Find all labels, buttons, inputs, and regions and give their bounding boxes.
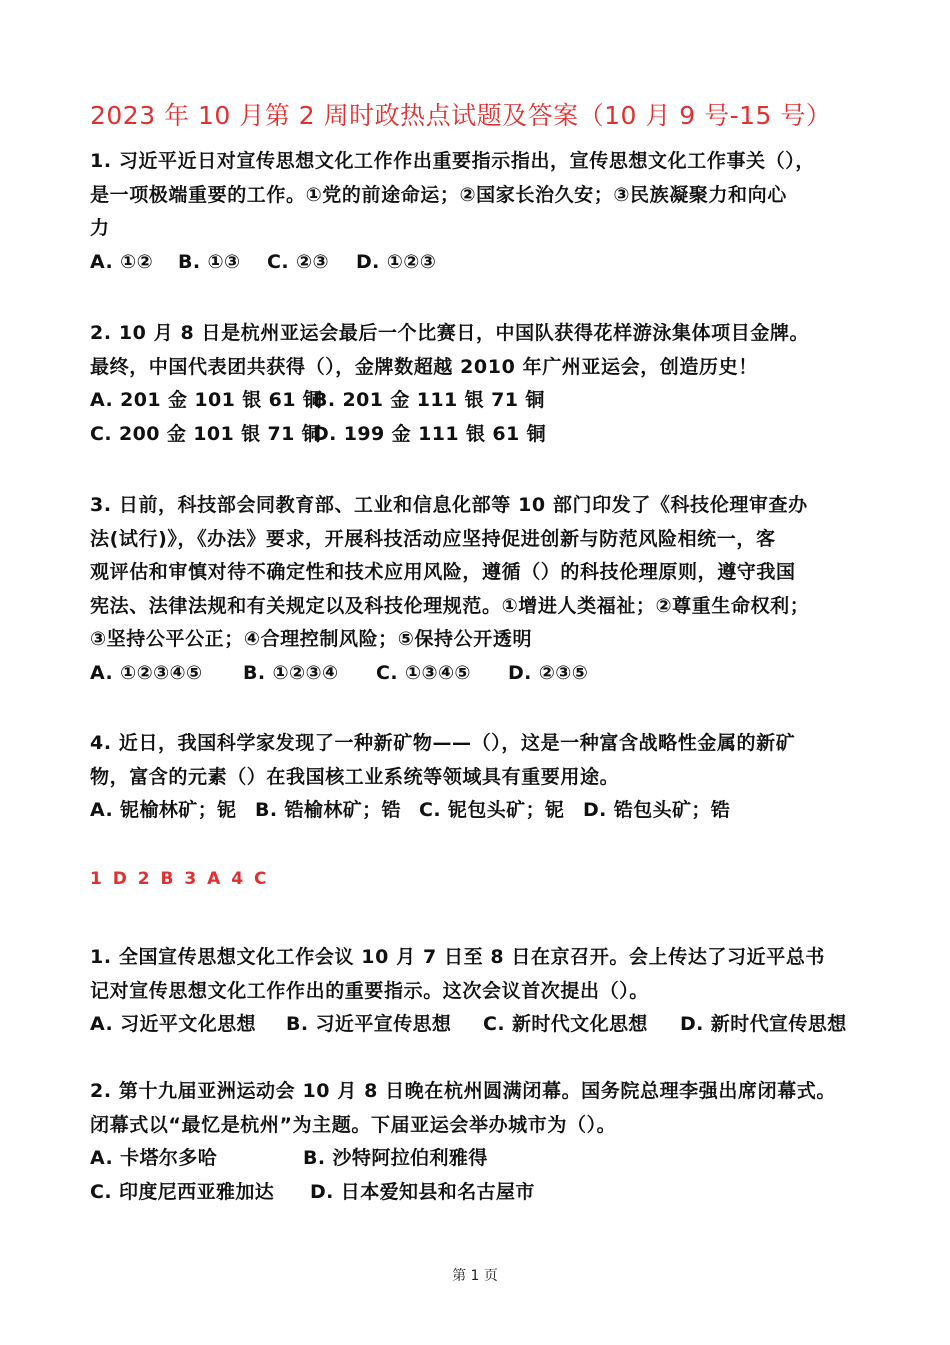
options-row — [90, 794, 870, 828]
option-b: B. 习近平宣传思想 — [286, 1013, 452, 1035]
option-a: A. 习近平文化思想 — [90, 1013, 256, 1035]
option-d: D. 199 金 111 银 61 铜 — [313, 422, 547, 445]
option-b: B. ①②③④ — [243, 661, 339, 684]
question-text-line: 4. 近日，我国科学家发现了一种新矿物——（），这是一种富含战略性金属的新矿 — [90, 732, 796, 754]
question-1 — [90, 145, 870, 279]
options-row — [90, 418, 870, 452]
option-d: D. 锆包头矿；锆 — [583, 799, 731, 821]
option-a: A. ①②③④⑤ — [90, 661, 203, 684]
options-row — [90, 1176, 870, 1210]
question-text-line: 物，富含的元素（）在我国核工业系统等领域具有重要用途。 — [90, 765, 620, 788]
question-text-line: 2. 10 月 8 日是杭州亚运会最后一个比赛日，中国队获得花样游泳集体项目金牌。 — [90, 322, 810, 344]
options-row — [90, 246, 870, 280]
question-text-line: 1. 全国宣传思想文化工作会议 10 月 7 日至 8 日在京召开。会上传达了习近平总书 — [90, 946, 826, 968]
question-text-line: ③坚持公平公正；④合理控制风险；⑤保持公开透明 — [90, 628, 533, 650]
question-text-line: 宪法、法律法规和有关规定以及科技伦理规范。①增进人类福祉；②尊重生命权利； — [90, 594, 810, 617]
option-c: C. 新时代文化思想 — [483, 1013, 648, 1035]
option-d: D. ①②③ — [356, 250, 437, 273]
option-b: B. 201 金 111 银 71 铜 — [313, 389, 545, 411]
question-text-line: 是一项极端重要的工作。①党的前途命运；②国家长治久安；③民族凝聚力和向心 — [90, 183, 787, 206]
option-a: A. 铌榆林矿；铌 — [90, 799, 237, 821]
option-b: B. 沙特阿拉伯利雅得 — [303, 1147, 488, 1169]
answer-key: 1 D 2 B 3 A 4 C — [90, 869, 269, 889]
option-c: C. ①③④⑤ — [376, 661, 471, 684]
question-text-line: 观评估和审慎对待不确定性和技术应用风险，遵循（）的科技伦理原则，遵守我国 — [90, 561, 796, 583]
question-text-line: 2. 第十九届亚洲运动会 10 月 8 日晚在杭州圆满闭幕。国务院总理李强出席闭幕式。 — [90, 1080, 836, 1102]
question-text-line: 法(试行)》，《办法》要求，开展科技活动应坚持促进创新与防范风险相统一，客 — [90, 527, 776, 550]
option-c: C. 印度尼西亚雅加达 — [90, 1180, 275, 1203]
option-b: B. ①③ — [178, 250, 241, 273]
options-row — [90, 1142, 870, 1176]
option-d: D. 新时代宣传思想 — [680, 1013, 847, 1035]
question-text-line: 3. 日前，科技部会同教育部、工业和信息化部等 10 部门印发了《科技伦理审查办 — [90, 494, 808, 516]
question-4 — [90, 727, 870, 828]
options-row — [90, 657, 870, 691]
option-c: C. 200 金 101 银 71 铜 — [90, 422, 322, 445]
option-b: B. 锆榆林矿；锆 — [255, 799, 401, 821]
question-3 — [90, 489, 870, 690]
question-2 — [90, 317, 870, 451]
question-2-2 — [90, 1075, 870, 1209]
option-a: A. 卡塔尔多哈 — [90, 1147, 218, 1169]
option-d: D. ②③⑤ — [508, 661, 589, 684]
question-2-1 — [90, 941, 870, 1042]
options-row — [90, 1008, 870, 1042]
question-text-line: 最终，中国代表团共获得（），金牌数超越 2010 年广州亚运会，创造历史！ — [90, 355, 758, 378]
option-d: D. 日本爱知县和名古屋市 — [310, 1180, 535, 1203]
option-c: C. 铌包头矿；铌 — [419, 799, 565, 821]
question-text-line: 闭幕式以“最忆是杭州”为主题。下届亚运会举办城市为（）。 — [90, 1113, 617, 1136]
option-a: A. 201 金 101 银 61 铜 — [90, 389, 323, 411]
page-number: 第 1 页 — [452, 1268, 498, 1284]
question-text-line: 力 — [90, 217, 110, 239]
option-c: C. ②③ — [267, 250, 329, 273]
option-a: A. ①② — [90, 250, 154, 273]
question-text-line: 记对宣传思想文化工作作出的重要指示。这次会议首次提出（）。 — [90, 979, 649, 1002]
question-text-line: 1. 习近平近日对宣传思想文化工作作出重要指示指出，宣传思想文化工作事关（）， — [90, 150, 815, 172]
document-title: 2023 年 10 月第 2 周时政热点试题及答案（10 月 9 号-15 号） — [90, 101, 832, 130]
options-row — [90, 384, 870, 418]
